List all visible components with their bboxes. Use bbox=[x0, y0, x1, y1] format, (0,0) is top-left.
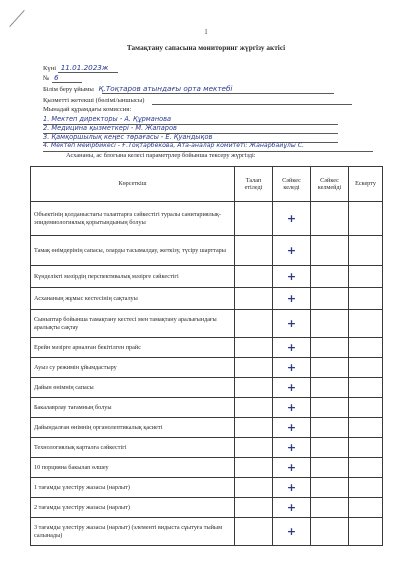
matches-cell bbox=[273, 288, 311, 310]
criterion-cell: Дайындалған өнімнің органолептикалық қасиеті bbox=[31, 418, 235, 438]
required-cell bbox=[235, 338, 273, 358]
plus-mark: + bbox=[286, 317, 297, 330]
required-cell bbox=[235, 378, 273, 398]
note-cell bbox=[349, 338, 383, 358]
matches-cell bbox=[273, 378, 311, 398]
required-cell bbox=[235, 518, 273, 546]
commission-member-4: 4. Мектеп мейірбикесі - Ғ.Тоқтарбекова, Ата-аналар комитеті: Жанарбайұлы С. bbox=[43, 142, 305, 149]
commission-label: Мынадай құрамдағы комиссия: bbox=[43, 106, 132, 113]
table-row bbox=[31, 358, 383, 378]
criterion-cell: Технологиялық карталға сәйкестігі bbox=[31, 438, 235, 458]
checked-time-label: Қызметті жетекші (бөлімі/ыншысы) bbox=[43, 97, 145, 104]
plus-mark: + bbox=[286, 341, 297, 354]
required-cell bbox=[235, 498, 273, 518]
matches-cell bbox=[273, 478, 311, 498]
table-row bbox=[31, 288, 383, 310]
school-underline bbox=[102, 93, 334, 94]
not-matches-cell bbox=[311, 498, 349, 518]
plus-mark: + bbox=[286, 441, 297, 454]
criterion-cell: Ерейн мәзірге арналған бекітілген прайс bbox=[31, 338, 235, 358]
plus-mark: + bbox=[286, 292, 297, 305]
matches-cell bbox=[273, 266, 311, 288]
page-number: 1 bbox=[204, 28, 208, 36]
criterion-cell: Күнделікті мәзірдің перспективалық мәзірге сәйкестігі bbox=[31, 266, 235, 288]
plus-mark: + bbox=[286, 244, 297, 257]
note-cell bbox=[349, 458, 383, 478]
table-row bbox=[31, 398, 383, 418]
checked-time-underline bbox=[152, 104, 352, 105]
table-row bbox=[31, 518, 383, 546]
not-matches-cell bbox=[311, 458, 349, 478]
plus-mark: + bbox=[286, 270, 297, 283]
date-value: 11.01.2023ж bbox=[60, 63, 109, 72]
required-cell bbox=[235, 310, 273, 338]
matches-cell bbox=[273, 518, 311, 546]
commission-member-2: 2. Медицина қызметкері - М. Жапаров bbox=[43, 124, 177, 132]
school-field bbox=[43, 84, 232, 93]
criterion-cell: Тамақ өнімдерінің сапасы, оларды тасымалдау, жеткізу, түсіру шарттары bbox=[31, 236, 235, 266]
criterion-cell: Ауыз су режимін ұйымдастыру bbox=[31, 358, 235, 378]
required-cell bbox=[235, 438, 273, 458]
table-row bbox=[31, 418, 383, 438]
school-value: Қ.Тоқтаров атындағы орта мектебі bbox=[98, 84, 233, 93]
plus-mark: + bbox=[286, 421, 297, 434]
note-cell bbox=[349, 398, 383, 418]
matches-cell bbox=[273, 310, 311, 338]
plus-mark: + bbox=[286, 381, 297, 394]
date-field bbox=[43, 63, 108, 72]
plus-mark: + bbox=[286, 361, 297, 374]
note-cell bbox=[349, 288, 383, 310]
commission-member-1: 1. Мектеп директоры - А. Құрманова bbox=[43, 115, 172, 123]
required-cell bbox=[235, 202, 273, 236]
plus-mark: + bbox=[286, 501, 297, 514]
table-row bbox=[31, 438, 383, 458]
required-cell bbox=[235, 236, 273, 266]
header-matches: Сәйкес келеді bbox=[273, 167, 311, 202]
matches-cell bbox=[273, 498, 311, 518]
not-matches-cell bbox=[311, 266, 349, 288]
note-cell bbox=[349, 438, 383, 458]
number-underline bbox=[52, 82, 82, 83]
header-required: Талап етіледі bbox=[235, 167, 273, 202]
header-note: Ескерту bbox=[349, 167, 383, 202]
number-value: 6 bbox=[53, 73, 59, 82]
not-matches-cell bbox=[311, 478, 349, 498]
header-not-matches: Сәйкес келмейді bbox=[311, 167, 349, 202]
note-cell bbox=[349, 498, 383, 518]
not-matches-cell bbox=[311, 358, 349, 378]
not-matches-cell bbox=[311, 378, 349, 398]
date-label: Күні bbox=[43, 65, 57, 72]
not-matches-cell bbox=[311, 338, 349, 358]
pen-stroke bbox=[9, 10, 24, 27]
matches-cell bbox=[273, 358, 311, 378]
note-cell bbox=[349, 266, 383, 288]
matches-cell bbox=[273, 398, 311, 418]
note-cell bbox=[349, 358, 383, 378]
table-row bbox=[31, 338, 383, 358]
matches-cell bbox=[273, 458, 311, 478]
matches-cell bbox=[273, 236, 311, 266]
note-cell bbox=[349, 202, 383, 236]
table-row bbox=[31, 478, 383, 498]
note-cell bbox=[349, 518, 383, 546]
plus-mark: + bbox=[286, 212, 297, 225]
plus-mark: + bbox=[286, 401, 297, 414]
table-row bbox=[31, 236, 383, 266]
table-row bbox=[31, 378, 383, 398]
criterion-cell: 1 тағамды үлестіру жазасы (нарлыт) bbox=[31, 478, 235, 498]
commission-member-3: 3. Қамқоршылық кеңес төрағасы - Е. Қуандықов bbox=[43, 133, 213, 141]
not-matches-cell bbox=[311, 438, 349, 458]
note-cell bbox=[349, 378, 383, 398]
table-row bbox=[31, 498, 383, 518]
note-cell bbox=[349, 418, 383, 438]
not-matches-cell bbox=[311, 518, 349, 546]
table-row bbox=[31, 310, 383, 338]
header-criterion: Көрсеткіш bbox=[31, 167, 235, 202]
matches-cell bbox=[273, 338, 311, 358]
criterion-cell: 10 порцияна бакылап өлшеу bbox=[31, 458, 235, 478]
not-matches-cell bbox=[311, 398, 349, 418]
required-cell bbox=[235, 418, 273, 438]
school-label: Білім беру ұйымы bbox=[43, 86, 94, 93]
required-cell bbox=[235, 458, 273, 478]
plus-mark: + bbox=[286, 481, 297, 494]
not-matches-cell bbox=[311, 418, 349, 438]
table-header-row bbox=[31, 167, 383, 202]
required-cell bbox=[235, 266, 273, 288]
matches-cell bbox=[273, 418, 311, 438]
monitoring-table bbox=[30, 166, 383, 546]
note-cell bbox=[349, 478, 383, 498]
criterion-cell: 3 тағамды үлестіру жазасы (нарлыт) (элементі видыста сұытуға тыйым салынады) bbox=[31, 518, 235, 546]
checked-time-field bbox=[43, 95, 147, 104]
matches-cell bbox=[273, 438, 311, 458]
plus-mark: + bbox=[286, 525, 297, 538]
intro-text: Асхананы, ас блогына келесі параметрлер бойынша тексеру жүргізді: bbox=[66, 152, 256, 159]
note-cell bbox=[349, 236, 383, 266]
number-label: № bbox=[43, 75, 50, 82]
not-matches-cell bbox=[311, 202, 349, 236]
criterion-cell: Бакалаврлау тағамның болуы bbox=[31, 398, 235, 418]
date-underline bbox=[58, 72, 118, 73]
criterion-cell: Объектінің қолданыстағы талаптарға сәйкестігі туралы санитариялық-эпидемиологиялық қорытындының болуы bbox=[31, 202, 235, 236]
criterion-cell: Сыныптар бойынша тамақтану кестесі мен тамақтану аралығындағы аралықты сақтау bbox=[31, 310, 235, 338]
required-cell bbox=[235, 288, 273, 310]
required-cell bbox=[235, 478, 273, 498]
table-row bbox=[31, 202, 383, 236]
plus-mark: + bbox=[286, 461, 297, 474]
matches-cell bbox=[273, 202, 311, 236]
criterion-cell: Асхананың жұмыс кестесінің сақталуы bbox=[31, 288, 235, 310]
table-row bbox=[31, 266, 383, 288]
required-cell bbox=[235, 358, 273, 378]
note-cell bbox=[349, 310, 383, 338]
number-field bbox=[43, 73, 59, 82]
criterion-cell: 2 тағамды үлестіру жазасы (нарлыт) bbox=[31, 498, 235, 518]
document-title: Тамақтану сапасына мониторинг жүргізу актісі bbox=[126, 44, 286, 52]
not-matches-cell bbox=[311, 236, 349, 266]
table-row bbox=[31, 458, 383, 478]
not-matches-cell bbox=[311, 310, 349, 338]
not-matches-cell bbox=[311, 288, 349, 310]
required-cell bbox=[235, 398, 273, 418]
criterion-cell: Дайын өнімнің сапасы bbox=[31, 378, 235, 398]
